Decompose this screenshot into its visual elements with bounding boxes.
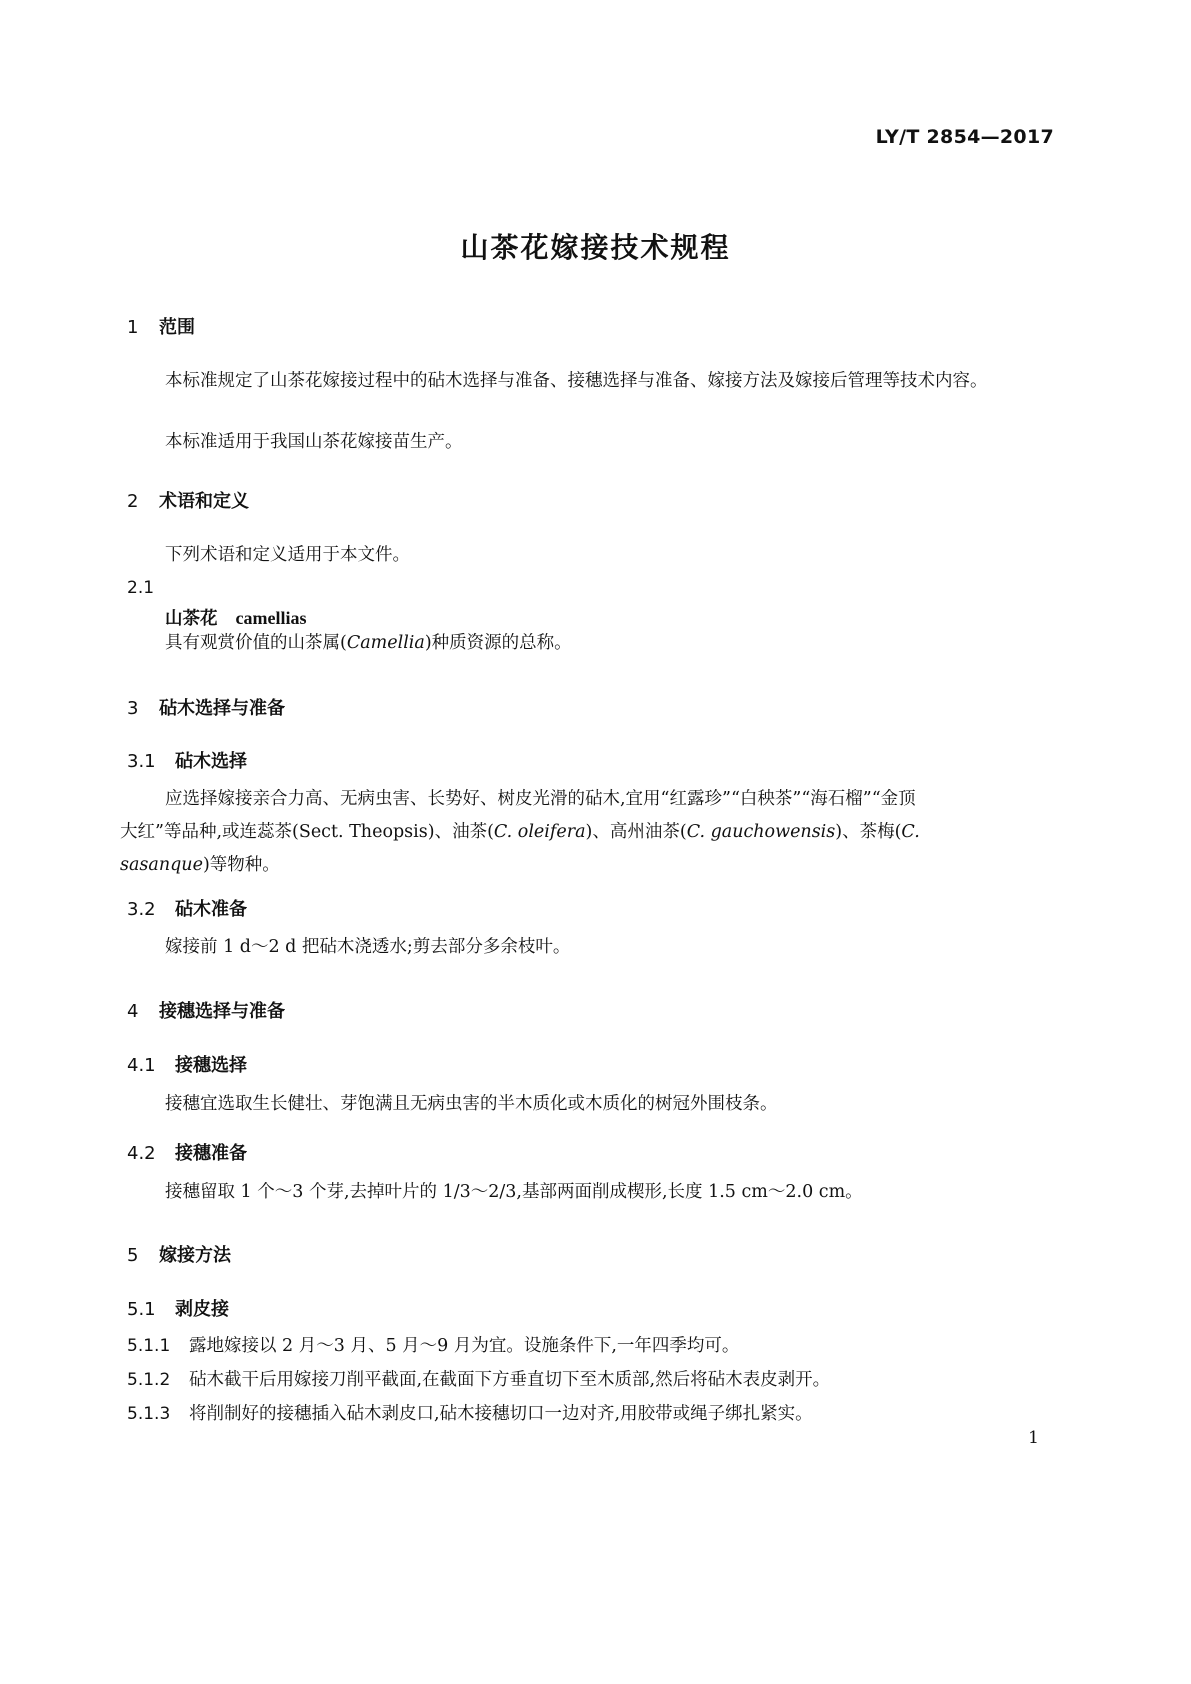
section-number: 3 <box>127 698 139 719</box>
clause-5-1-1 <box>127 1330 739 1363</box>
section-title: 接穗选择与准备 <box>159 1001 285 1022</box>
section-5-1-heading <box>127 1295 229 1321</box>
section-5-heading <box>127 1241 231 1267</box>
section-number: 3.1 <box>127 751 156 772</box>
section-number: 1 <box>127 317 139 338</box>
definition-italic: Camellia <box>346 633 425 653</box>
section-title: 砧木选择与准备 <box>159 698 285 719</box>
section-number: 2 <box>127 491 139 512</box>
section-title: 剥皮接 <box>175 1299 229 1320</box>
standard-code: LY/T 2854—2017 <box>875 126 1054 148</box>
clause-number: 5.1.1 <box>127 1336 171 1356</box>
section-3-1-heading <box>127 747 247 773</box>
section-number: 5 <box>127 1245 139 1266</box>
section-2-paragraph: 下列术语和定义适用于本文件。 <box>165 545 410 565</box>
section-4-2-paragraph: 接穗留取 1 个～3 个芽,去掉叶片的 1/3～2/3,基部两面削成楔形,长度 1.5 cm～2.0 cm。 <box>165 1182 863 1202</box>
section-number: 4.2 <box>127 1143 156 1164</box>
section-title: 接穗选择 <box>175 1055 247 1076</box>
section-1-heading <box>127 313 195 339</box>
text-run: )、茶梅( <box>835 822 902 842</box>
section-number: 4 <box>127 1001 139 1022</box>
section-3-1-line-2 <box>120 816 920 849</box>
document-title: 山茶花嫁接技术规程 <box>460 231 731 264</box>
section-3-2-heading <box>127 895 247 921</box>
section-title: 范围 <box>159 317 195 338</box>
section-3-1-line-1: 应选择嫁接亲合力高、无病虫害、长势好、树皮光滑的砧木,宜用“红露珍”“白秧茶”“海石榴”“金顶 <box>165 789 916 809</box>
section-title: 术语和定义 <box>159 491 249 512</box>
section-2-heading <box>127 487 249 513</box>
clause-5-1-3 <box>127 1398 813 1431</box>
section-number: 3.2 <box>127 899 156 920</box>
text-run: 大红”等品种,或连蕊茶(Sect. Theopsis)、油茶( <box>120 822 494 842</box>
term-english: camellias <box>235 608 307 628</box>
term-number: 2.1 <box>127 578 155 598</box>
italic-species: sasanque <box>120 855 203 875</box>
definition-text: )种质资源的总称。 <box>424 633 572 653</box>
section-1-paragraph-2: 本标准适用于我国山茶花嫁接苗生产。 <box>165 432 463 452</box>
term-definition <box>165 627 572 660</box>
page-number: 1 <box>1028 1428 1039 1448</box>
section-title: 接穗准备 <box>175 1143 247 1164</box>
section-number: 5.1 <box>127 1299 156 1320</box>
section-4-1-heading <box>127 1051 247 1077</box>
section-4-heading <box>127 997 285 1023</box>
text-run: )、高州油茶( <box>585 822 687 842</box>
clause-text: 露地嫁接以 2 月～3 月、5 月～9 月为宜。设施条件下,一年四季均可。 <box>189 1336 740 1356</box>
section-title: 砧木准备 <box>175 899 247 920</box>
section-1-paragraph-1: 本标准规定了山茶花嫁接过程中的砧木选择与准备、接穗选择与准备、嫁接方法及嫁接后管理等技术内容。 <box>165 371 988 391</box>
clause-number: 5.1.3 <box>127 1404 171 1424</box>
term-chinese: 山茶花 <box>165 609 218 629</box>
section-3-1-line-3 <box>120 849 280 882</box>
section-number: 4.1 <box>127 1055 156 1076</box>
definition-text: 具有观赏价值的山茶属( <box>165 633 347 653</box>
section-title: 砧木选择 <box>175 751 247 772</box>
section-3-2-paragraph: 嫁接前 1 d～2 d 把砧木浇透水;剪去部分多余枝叶。 <box>165 937 571 957</box>
clause-text: 将削制好的接穗插入砧木剥皮口,砧木接穗切口一边对齐,用胶带或绳子绑扎紧实。 <box>189 1404 813 1424</box>
italic-species: C. oleifera <box>493 822 586 842</box>
section-4-1-paragraph: 接穗宜选取生长健壮、芽饱满且无病虫害的半木质化或木质化的树冠外围枝条。 <box>165 1094 778 1114</box>
clause-5-1-2 <box>127 1364 830 1397</box>
section-title: 嫁接方法 <box>159 1245 231 1266</box>
clause-number: 5.1.2 <box>127 1370 171 1390</box>
text-run: )等物种。 <box>202 855 280 875</box>
italic-species: C. <box>901 822 920 842</box>
section-4-2-heading <box>127 1139 247 1165</box>
clause-text: 砧木截干后用嫁接刀削平截面,在截面下方垂直切下至木质部,然后将砧木表皮剥开。 <box>189 1370 831 1390</box>
section-3-heading <box>127 694 285 720</box>
italic-species: C. gauchowensis <box>686 822 836 842</box>
